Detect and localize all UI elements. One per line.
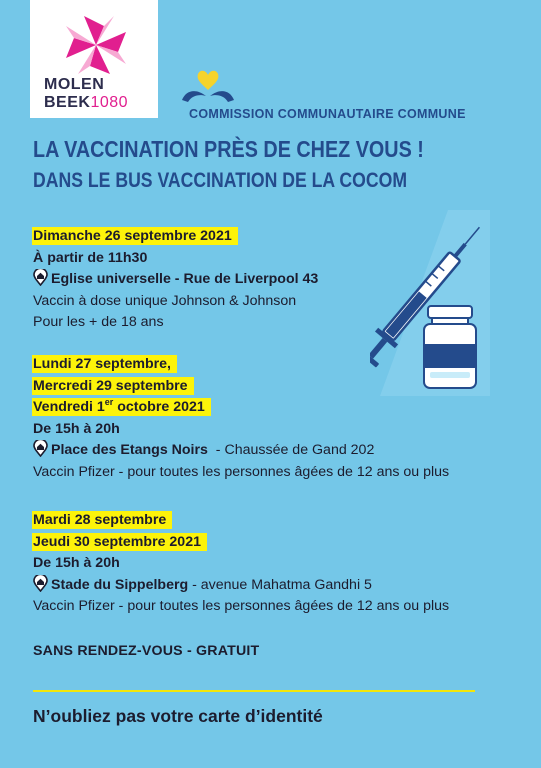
event-block — [33, 510, 449, 618]
logo-text-line2 — [44, 94, 128, 112]
event-date — [32, 398, 211, 416]
event-location-name: Place des Etangs Noirs — [51, 442, 208, 458]
divider — [33, 690, 475, 692]
event-location-name: Eglise universelle - Rue de Liverpool 43 — [51, 271, 319, 287]
event-location-detail: - Chaussée de Gand 202 — [207, 442, 375, 458]
event-block — [33, 354, 449, 483]
location-pin-icon — [33, 575, 48, 592]
event-date: Mercredi 29 septembre — [32, 377, 194, 395]
event-vaccine: Vaccin Pfizer - pour toutes les personnes âgées de 12 ans ou plus — [33, 598, 450, 614]
event-location-name: Stade du Sippelberg — [51, 576, 189, 593]
event-date-part: octobre 2021 — [113, 399, 205, 415]
event-date: Jeudi 30 septembre 2021 — [32, 533, 207, 551]
molenbeek-logo — [30, 0, 158, 118]
event-block — [33, 226, 318, 334]
event-location — [33, 269, 318, 291]
reminder-text: N’oubliez pas votre carte d’identité — [33, 706, 323, 726]
event-time: De 15h à 20h — [33, 420, 120, 437]
footer-note: SANS RENDEZ-VOUS - GRATUIT — [33, 643, 260, 659]
page-subtitle: DANS LE BUS VACCINATION DE LA COCOM — [33, 169, 408, 192]
event-date: Lundi 27 septembre, — [32, 355, 177, 373]
location-pin-icon — [33, 440, 48, 457]
event-date: Dimanche 26 septembre 2021 — [32, 227, 238, 245]
logo-text-line1: MOLEN — [44, 76, 105, 93]
event-vaccine: Vaccin à dose unique Johnson & Johnson — [33, 292, 297, 309]
org-name: COMMISSION COMMUNAUTAIRE COMMUNE — [189, 107, 466, 121]
logo-text-accent: 1080 — [90, 94, 129, 111]
event-vaccine: Vaccin Pfizer - pour toutes les personnes âgées de 12 ans ou plus — [33, 463, 450, 480]
logo-text-main: BEEK — [44, 94, 91, 111]
event-date-part: Vendredi 1 — [33, 399, 105, 415]
heart-emblem-icon — [180, 68, 236, 104]
event-audience: Pour les + de 18 ans — [33, 314, 164, 330]
event-time: À partir de 11h30 — [33, 249, 148, 266]
page-title: LA VACCINATION PRÈS DE CHEZ VOUS ! — [33, 136, 424, 162]
event-date-sup: er — [104, 397, 114, 407]
location-pin-icon — [33, 269, 48, 286]
event-location — [33, 440, 449, 462]
event-time: De 15h à 20h — [33, 555, 120, 571]
pinwheel-icon — [64, 14, 128, 76]
event-location — [33, 575, 449, 597]
event-date: Mardi 28 septembre — [32, 511, 172, 529]
event-location-detail: - avenue Mahatma Gandhi 5 — [188, 576, 372, 593]
